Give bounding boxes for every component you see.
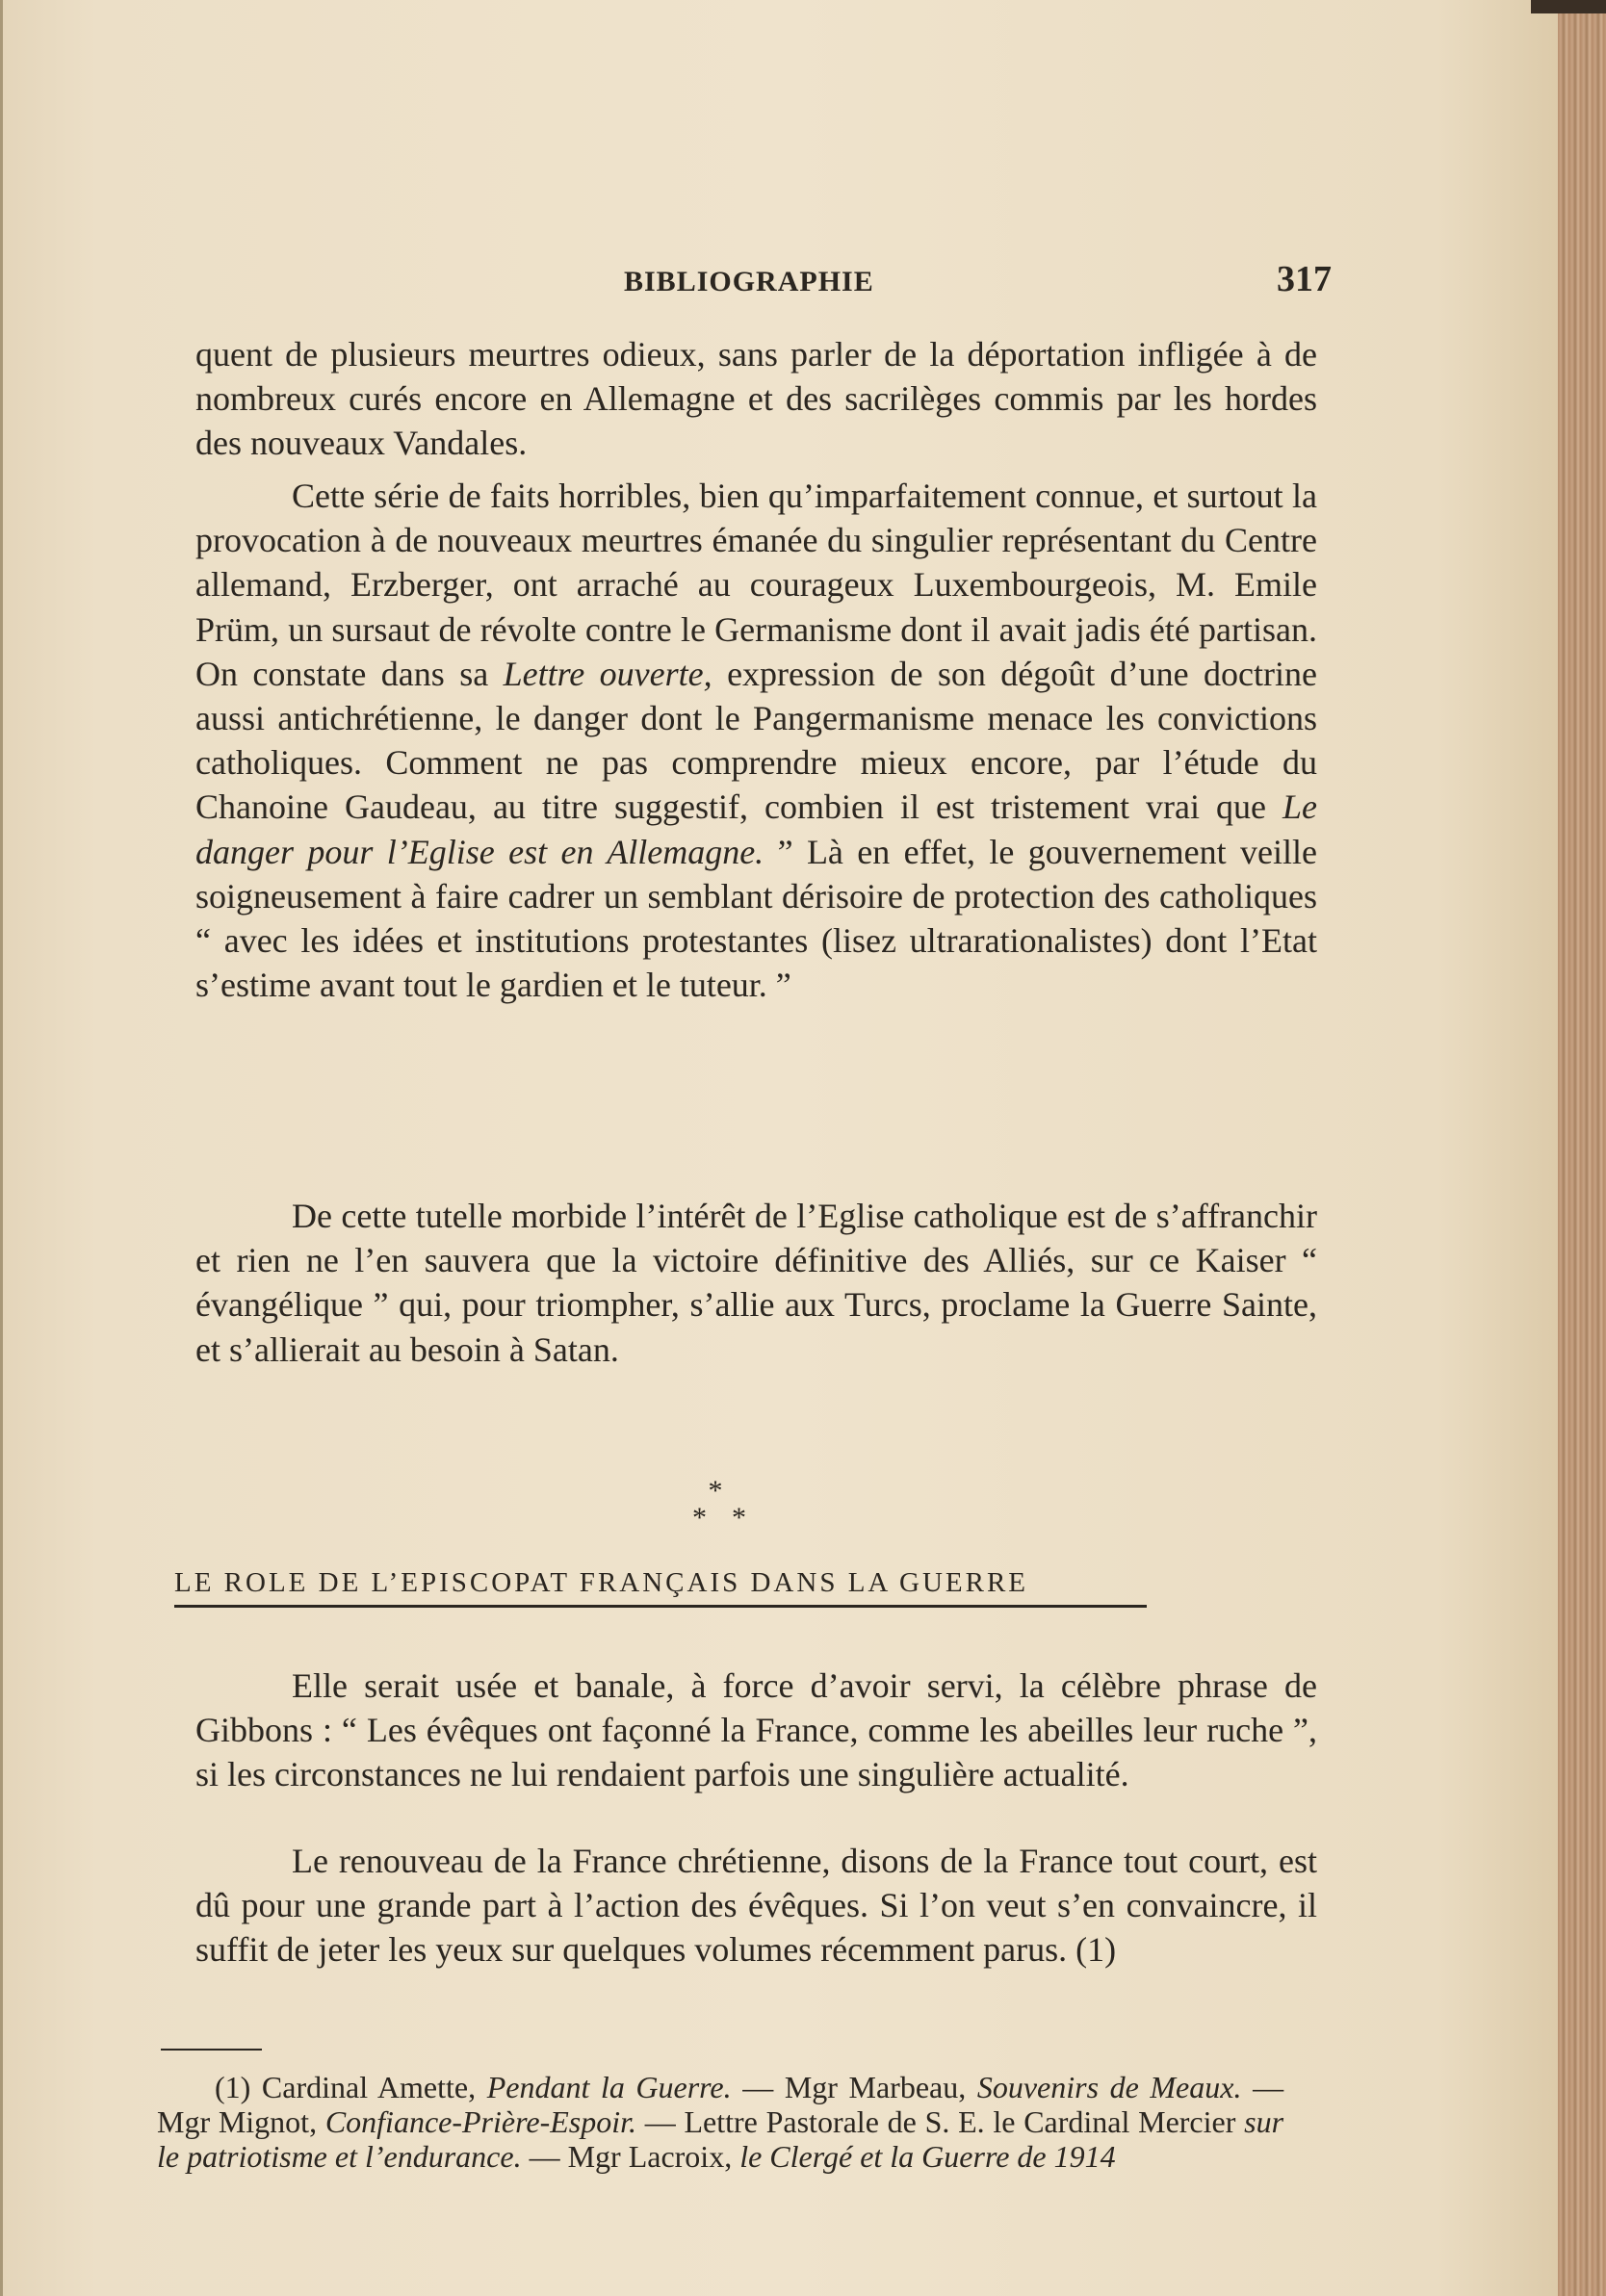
paragraph-2-text-e: ” Là en effet, le gouvernement veille soigneusement à faire cadrer un semblant dérisoire de protection des catholiques “ avec les idées et institutions protestantes (lisez ultrarationalistes) dont l’Etat s’estime avant tout le gardien et le tuteur. ” xyxy=(195,832,1317,1005)
book-page-edges xyxy=(1558,0,1606,2296)
footnote-title-5: le Clergé et la Guerre de 1914 xyxy=(739,2139,1116,2174)
footnote-text-5: — Mgr Lacroix, xyxy=(529,2139,733,2174)
footnote-title-2: Souvenirs de Meaux. xyxy=(976,2070,1242,2104)
paragraph-3: De cette tutelle morbide l’intérêt de l’Eglise catholique est de s’affranchir et rien ne l’en sauvera que la victoire définitive des Alliés, sur ce Kaiser “ évangélique ” qui, pour triompher, s’allie aux Turcs, proclame la Guerre Sainte, et s’allierait au besoin à Satan. xyxy=(195,1197,1317,1369)
section-title: LE ROLE DE L’EPISCOPAT FRANÇAIS DANS LA GUERRE xyxy=(174,1567,1147,1608)
paragraph-2-text-a: Cette série de faits horribles, bien qu’imparfaitement connue, et surtout la provocation à de nouveaux meurtres émanée du singulier représentant du Centre allemand, Erzberger, ont arraché au courageux Luxembourgeois, M. Emile Prüm, un sursaut de révolte contre le Germanisme dont il avait jadis été partisan. On constate dans sa xyxy=(195,477,1317,693)
footnote-text-1: Cardinal Amette, xyxy=(261,2070,477,2104)
footnote-text-2: — Mgr Marbeau, xyxy=(742,2070,967,2104)
paragraph-2-text-c: expression de son dégoût d’une doctrine aussi antichrétienne, le danger dont le Pangermanisme menace les convictions catholiques. Comment ne pas comprendre mieux encore, par l’étude du Chanoine Gaudeau, au titre suggestif, combien il est tristement vrai que xyxy=(195,654,1318,827)
page-header xyxy=(195,258,1332,306)
running-head: BIBLIOGRAPHIE xyxy=(624,266,874,297)
asterism-top: * xyxy=(708,1475,723,1507)
footnote-marker: (1) xyxy=(215,2070,251,2104)
footnote-text-4: — Lettre Pastorale de S. E. le Cardinal Mercier xyxy=(644,2104,1236,2139)
footnote-title-4: sur le patriotisme et l’endurance. xyxy=(157,2104,1284,2174)
footnote xyxy=(157,2070,1283,2174)
paragraph-1: quent de plusieurs meurtres odieux, sans parler de la déportation infligée à de nombreux curés encore en Allemagne et des sacrilèges commis par les hordes des nouveaux Vandales. xyxy=(195,335,1317,463)
paragraph-2-title-le-danger: Le danger pour l’Eglise est en Allemagne. xyxy=(195,787,1317,871)
paragraph-4: Elle serait usée et banale, à force d’avoir servi, la célèbre phrase de Gibbons : “ Les évêques ont façonné la France, comme les abeilles leur ruche ”, si les circonstances ne lui rendaient parfois une singulière actualité. xyxy=(195,1666,1317,1794)
footnote-rule xyxy=(161,2049,262,2051)
paragraph-2 xyxy=(195,474,1317,1007)
asterism-bottom: ** xyxy=(692,1502,771,1534)
footnote-text-3: — Mgr Mignot, xyxy=(157,2070,1284,2139)
book-cover-corner xyxy=(1531,0,1606,13)
footnote-title-1: Pendant la Guerre. xyxy=(486,2070,732,2104)
page-number: 317 xyxy=(1277,259,1332,299)
paragraph-5: Le renouveau de la France chrétienne, disons de la France tout court, est dû pour une grande part à l’action des évêques. Si l’on veut s’en convaincre, il suffit de jeter les yeux sur quelques volumes récemment parus. (1) xyxy=(195,1842,1317,1970)
section-separator-asterism xyxy=(667,1475,771,1535)
paragraph-2-title-lettre-ouverte: Lettre ouverte, xyxy=(503,654,712,693)
footnote-title-3: Confiance-Prière-Espoir. xyxy=(324,2104,637,2139)
